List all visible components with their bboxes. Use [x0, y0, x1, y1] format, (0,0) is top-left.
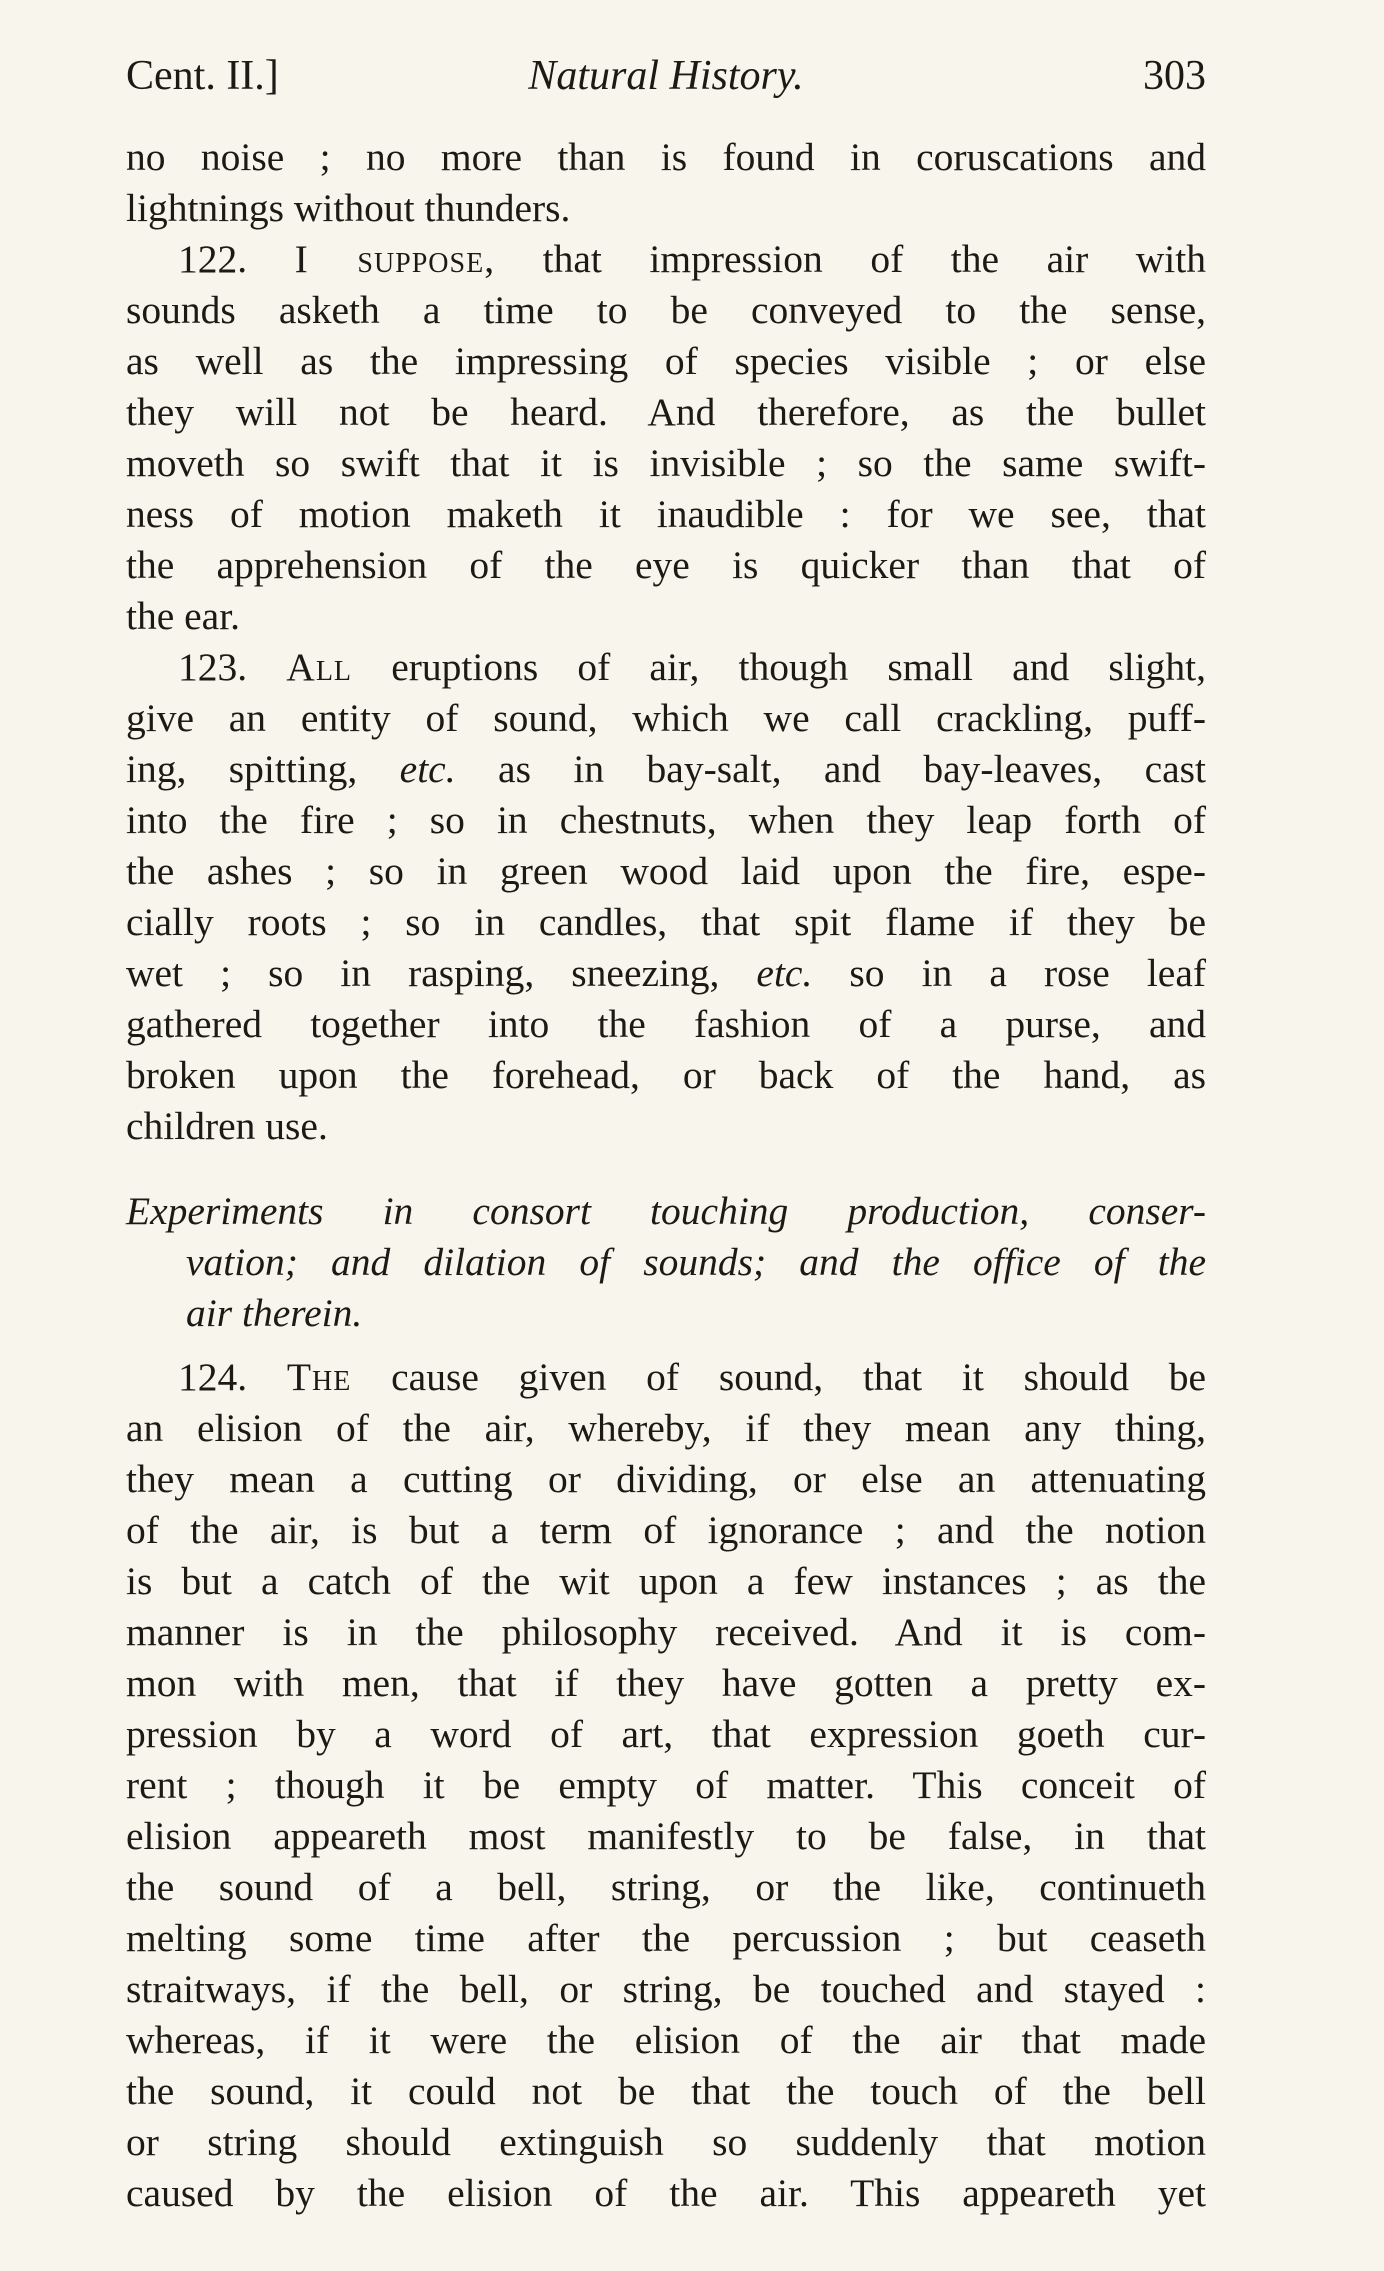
paragraph-121-end [126, 132, 1206, 234]
text-line: moveth so swift that it is invisible ; so the same swift- [126, 441, 1206, 485]
text-line: into the fire ; so in chestnuts, when they leap forth of [126, 798, 1206, 842]
text-line: rent ; though it be empty of matter. This conceit of [126, 1763, 1206, 1807]
paragraph-number: 124. [178, 1355, 248, 1399]
text-span: wet ; so in rasping, sneezing, [126, 951, 720, 995]
text-span: cause given of sound, that it should be [391, 1355, 1207, 1399]
text-line: the sound of a bell, string, or the like, continueth [126, 1865, 1206, 1909]
text-line: or string should extinguish so suddenly that motion [126, 2120, 1206, 2164]
text-line: they will not be heard. And therefore, as the bullet [126, 390, 1206, 434]
lead-word: All [286, 645, 353, 689]
text-line: as well as the impressing of species visible ; or else [126, 339, 1206, 383]
text-line [126, 234, 1206, 285]
text-line: is but a catch of the wit upon a few instances ; as the [126, 1559, 1206, 1603]
heading-line: Experiments in consort touching production, conser- [126, 1189, 1206, 1233]
text-line: mon with men, that if they have gotten a pretty ex- [126, 1661, 1206, 1705]
lead-word: I suppose, [294, 237, 496, 281]
paragraph-123 [126, 642, 1206, 1152]
paragraph-number: 122. [178, 237, 248, 281]
running-head-title: Natural History. [528, 53, 804, 99]
text-line: whereas, if it were the elision of the air that made [126, 2018, 1206, 2062]
text-line: ness of motion maketh it inaudible : for we see, that [126, 492, 1206, 536]
paragraph-124 [126, 1352, 1206, 2219]
text-span: ing, spitting, [126, 747, 358, 791]
text-line: pression by a word of art, that expression goeth cur- [126, 1712, 1206, 1756]
heading-line: vation; and dilation of sounds; and the office of the [186, 1240, 1206, 1284]
text-span: so in a rose leaf [849, 951, 1207, 995]
heading-line: air therein. [186, 1291, 363, 1335]
text-line: straitways, if the bell, or string, be touched and stayed : [126, 1967, 1206, 2011]
text-line: melting some time after the percussion ; but ceaseth [126, 1916, 1206, 1960]
text-line [126, 744, 1206, 795]
text-line: gathered together into the fashion of a purse, and [126, 1002, 1206, 1046]
page-number: 303 [1143, 53, 1206, 99]
text-line: they mean a cutting or dividing, or else an attenuating [126, 1457, 1206, 1501]
text-line [126, 642, 1206, 693]
text-line [126, 1352, 1206, 1403]
text-line: the apprehension of the eye is quicker than that of [126, 543, 1206, 587]
text-line: give an entity of sound, which we call crackling, puff- [126, 696, 1206, 740]
text-line: broken upon the forehead, or back of the hand, as [126, 1053, 1206, 1097]
text-line: the ashes ; so in green wood laid upon the fire, espe- [126, 849, 1206, 893]
text-span: eruptions of air, though small and slight, [391, 645, 1207, 689]
lead-word: The [286, 1355, 352, 1399]
text-line: manner is in the philosophy received. And it is com- [126, 1610, 1206, 1654]
paragraph-number: 123. [178, 645, 248, 689]
text-line: the ear. [126, 594, 241, 638]
text-line: the sound, it could not be that the touch of the bell [126, 2069, 1206, 2113]
running-head-section: Cent. II.] [126, 53, 279, 99]
section-heading [126, 1186, 1206, 1339]
text-line: lightnings without thunders. [126, 186, 571, 230]
text-line: caused by the elision of the air. This appeareth yet [126, 2171, 1206, 2215]
text-span-italic: etc. [399, 747, 456, 791]
text-line: cially roots ; so in candles, that spit flame if they be [126, 900, 1206, 944]
running-head [126, 52, 1206, 112]
text-line: no noise ; no more than is found in coruscations and [126, 135, 1206, 179]
text-line: elision appeareth most manifestly to be false, in that [126, 1814, 1206, 1858]
text-span: as in bay-salt, and bay-leaves, cast [498, 747, 1207, 791]
text-line [126, 948, 1206, 999]
text-line: an elision of the air, whereby, if they mean any thing, [126, 1406, 1206, 1450]
text-line: sounds asketh a time to be conveyed to the sense, [126, 288, 1206, 332]
text-line: children use. [126, 1104, 328, 1148]
text-span: that impression of the air with [542, 237, 1206, 281]
text-line: of the air, is but a term of ignorance ; and the notion [126, 1508, 1206, 1552]
paragraph-122 [126, 234, 1206, 642]
text-span-italic: etc. [756, 951, 813, 995]
